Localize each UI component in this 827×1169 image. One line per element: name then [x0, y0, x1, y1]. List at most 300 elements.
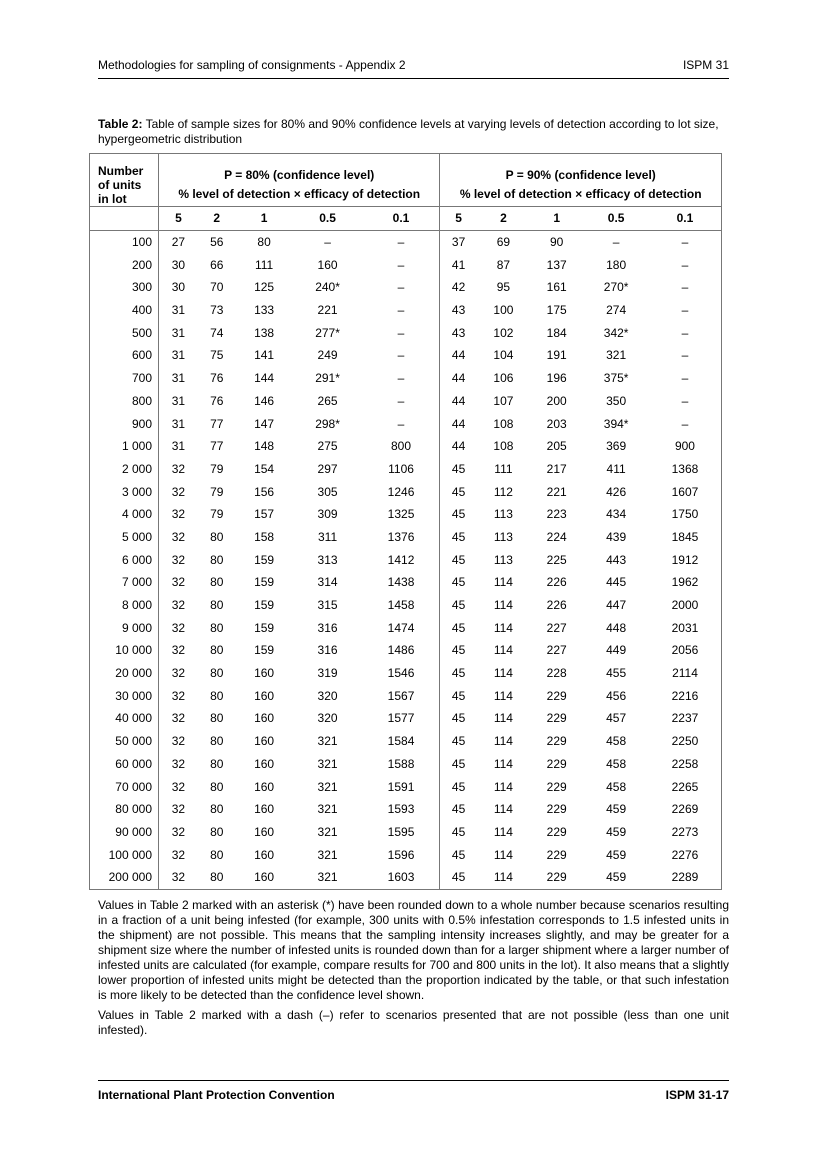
sample-size-cell: 426	[606, 484, 627, 499]
table-row	[90, 526, 722, 549]
sample-size-cell: 32	[171, 824, 186, 839]
sample-size-cell: 291*	[315, 371, 340, 386]
sample-size-cell: 108	[493, 416, 514, 431]
sample-size-cell: 321	[317, 779, 338, 794]
sample-size-cell: 156	[254, 484, 275, 499]
sample-size-cell: 314	[317, 575, 338, 590]
sample-size-cell: 2237	[649, 707, 722, 730]
lot-size-cell: 60 000	[90, 753, 159, 776]
sample-size-cell: 375*	[603, 371, 629, 386]
sample-size-cell: 102	[493, 325, 514, 340]
sample-size-cell: 45	[451, 802, 466, 817]
sample-size-cell: 1458	[363, 594, 440, 617]
sample-size-cell: 1546	[363, 662, 440, 685]
sample-size-cell: 148	[254, 439, 275, 454]
table-row	[90, 821, 722, 844]
sample-size-cell: 321	[317, 824, 338, 839]
sample-size-cell: –	[649, 276, 722, 299]
sample-size-cell: 45	[451, 779, 466, 794]
header-standard: ISPM 31	[682, 58, 729, 72]
sample-size-cell: 458	[606, 756, 627, 771]
sample-size-cell: 298*	[315, 416, 340, 431]
lot-size-cell: 40 000	[90, 707, 159, 730]
caption-label: Table 2:	[98, 117, 143, 131]
sample-size-cell: 160	[254, 779, 275, 794]
sample-size-cell: 43	[451, 303, 466, 318]
sample-size-cell: 45	[451, 484, 466, 499]
lot-size-cell: 600	[90, 344, 159, 367]
sample-size-cell: 32	[171, 666, 186, 681]
lot-size-cell: 700	[90, 367, 159, 390]
sample-size-cell: 229	[546, 802, 567, 817]
group-90-title: P = 90% (confidence level)	[440, 154, 722, 183]
table-row	[90, 843, 722, 866]
sample-size-cell: 1845	[649, 526, 722, 549]
sample-size-cell: 175	[546, 303, 567, 318]
sample-size-cell: 32	[171, 711, 186, 726]
sample-size-cell: 111	[254, 257, 274, 272]
sample-size-cell: 160	[254, 688, 275, 703]
table-row	[90, 230, 722, 253]
lot-size-cell: 2 000	[90, 458, 159, 481]
sample-size-cell: 1474	[363, 616, 440, 639]
sample-size-cell: 114	[493, 824, 513, 839]
lot-size-cell: 200	[90, 253, 159, 276]
sample-size-cell: 159	[254, 552, 275, 567]
sample-size-cell: –	[649, 412, 722, 435]
sample-size-cell: 108	[493, 439, 514, 454]
sample-size-cell: 77	[210, 416, 224, 431]
sample-size-cell: 32	[159, 866, 198, 889]
sample-size-cell: 44	[451, 416, 466, 431]
sample-size-cell: 32	[171, 847, 186, 862]
sample-size-cell: 45	[451, 598, 466, 613]
sample-size-cell: –	[649, 390, 722, 413]
table-row	[90, 299, 722, 322]
sample-size-cell: 45	[451, 688, 466, 703]
sample-size-cell: 45	[451, 643, 466, 658]
sample-size-cell: 79	[210, 461, 224, 476]
sample-size-cell: 447	[606, 598, 627, 613]
group-90-subtitle: % level of detection × efficacy of detection	[440, 182, 722, 207]
sample-size-cell: 45	[451, 734, 466, 749]
group-80-title: P = 80% (confidence level)	[159, 154, 440, 183]
sample-size-cell: 160	[254, 734, 275, 749]
sample-size-cell: 113	[493, 529, 513, 544]
sample-size-cell: 443	[606, 552, 627, 567]
table-row	[90, 367, 722, 390]
sample-size-cell: –	[363, 321, 440, 344]
sample-size-cell: 32	[171, 779, 186, 794]
sample-size-cell: 321	[317, 802, 338, 817]
lot-size-cell: 8 000	[90, 594, 159, 617]
sample-size-cell: 45	[451, 847, 466, 862]
sample-size-cell: 434	[606, 507, 627, 522]
sample-size-cell: 200	[546, 393, 567, 408]
column-header-row	[90, 207, 722, 231]
sample-size-cell: –	[612, 235, 620, 250]
table-row	[90, 753, 722, 776]
sample-size-cell: 311	[317, 529, 338, 544]
sample-size-cell: 196	[546, 371, 567, 386]
sample-size-cell: 439	[606, 529, 627, 544]
table-caption	[98, 117, 729, 147]
sample-size-cell: 228	[546, 666, 567, 681]
lot-size-cell: 900	[90, 412, 159, 435]
sample-size-cell: 56	[210, 235, 224, 250]
table-row	[90, 866, 722, 889]
sample-size-cell: 45	[451, 711, 466, 726]
sample-size-cell: 80	[210, 598, 224, 613]
sample-size-cell: 80	[198, 866, 236, 889]
sample-size-cell: –	[649, 344, 722, 367]
sample-size-cell: 70	[210, 280, 224, 295]
sample-size-cell: 160	[236, 866, 293, 889]
sample-size-cell: 45	[451, 507, 466, 522]
sample-size-cell: 44	[451, 439, 466, 454]
sample-size-cell: 459	[606, 802, 627, 817]
sample-size-cell: –	[363, 299, 440, 322]
table-row	[90, 548, 722, 571]
sample-size-cell: 274	[606, 303, 627, 318]
sample-size-cell: 1368	[649, 458, 722, 481]
sample-size-cell: 184	[546, 325, 567, 340]
sample-size-table	[89, 153, 722, 890]
sample-size-cell: 1588	[363, 753, 440, 776]
sample-size-cell: 226	[546, 575, 567, 590]
sample-size-cell: –	[649, 253, 722, 276]
sample-size-cell: 133	[254, 303, 275, 318]
sample-size-cell: 37	[451, 235, 466, 250]
sample-size-cell: 80	[210, 529, 224, 544]
sample-size-cell: 114	[493, 734, 513, 749]
sample-size-cell: 45	[451, 756, 466, 771]
sample-size-cell: 69	[496, 235, 511, 250]
sample-size-cell: 114	[493, 802, 513, 817]
sample-size-cell: 79	[210, 484, 224, 499]
sample-size-cell: 138	[254, 325, 275, 340]
table-row	[90, 503, 722, 526]
sample-size-cell: 2269	[649, 798, 722, 821]
lot-size-cell: 10 000	[90, 639, 159, 662]
lot-size-cell: 5 000	[90, 526, 159, 549]
page-footer	[98, 1088, 729, 1102]
sample-size-cell: 320	[317, 711, 338, 726]
sample-size-cell: 227	[546, 620, 567, 635]
sample-size-cell: 45	[451, 575, 466, 590]
sample-size-cell: 79	[210, 507, 224, 522]
sample-size-cell: 316	[317, 643, 338, 658]
sample-size-cell: 1603	[363, 866, 440, 889]
note-dash: Values in Table 2 marked with a dash (–) refer to scenarios presented that are not possible (less than one unit infested).	[98, 1008, 729, 1037]
sample-size-cell: –	[363, 412, 440, 435]
sample-size-cell: 2000	[649, 594, 722, 617]
page-header	[98, 58, 729, 72]
sample-size-cell: 80	[210, 847, 224, 862]
sample-size-cell: 45	[451, 552, 466, 567]
lot-size-cell: 20 000	[90, 662, 159, 685]
sample-size-cell: –	[324, 235, 331, 250]
sample-size-cell: 1325	[363, 503, 440, 526]
sample-size-cell: 1962	[649, 571, 722, 594]
sample-size-cell: 2276	[649, 843, 722, 866]
sample-size-cell: 458	[606, 779, 627, 794]
sample-size-cell: 41	[451, 257, 466, 272]
sample-size-cell: 350	[606, 393, 627, 408]
sample-size-cell: 229	[546, 734, 567, 749]
sample-size-cell: 80	[210, 779, 224, 794]
sample-size-cell: 321	[317, 734, 338, 749]
sample-size-cell: 229	[530, 866, 583, 889]
sample-size-cell: 459	[606, 824, 627, 839]
sample-size-cell: 2258	[649, 753, 722, 776]
sample-size-cell: 313	[317, 552, 338, 567]
sample-size-cell: 32	[171, 802, 186, 817]
sample-size-cell: 159	[254, 598, 275, 613]
sample-size-cell: 160	[254, 756, 275, 771]
lot-size-cell: 90 000	[90, 821, 159, 844]
sample-size-cell: 32	[171, 575, 186, 590]
footer-organization: International Plant Protection Convention	[98, 1088, 335, 1102]
sample-size-cell: 1596	[363, 843, 440, 866]
sample-size-cell: 114	[493, 620, 513, 635]
sample-size-cell: 114	[493, 643, 513, 658]
sample-size-cell: 320	[317, 688, 338, 703]
table-row	[90, 276, 722, 299]
sample-size-cell: 160	[254, 666, 275, 681]
lot-size-cell: 500	[90, 321, 159, 344]
sample-size-cell: 90	[549, 235, 564, 250]
table-row	[90, 730, 722, 753]
header-rule	[98, 78, 729, 79]
sample-size-cell: 32	[171, 643, 186, 658]
sample-size-cell: 160	[317, 257, 338, 272]
sample-size-cell: 32	[171, 552, 186, 567]
sample-size-cell: 114	[493, 847, 513, 862]
sample-size-cell: 80	[210, 643, 224, 658]
sample-size-cell: 369	[606, 439, 627, 454]
sample-size-cell: 45	[440, 866, 477, 889]
sample-size-cell: 2031	[649, 616, 722, 639]
sample-size-cell: 44	[451, 393, 466, 408]
sample-size-cell: 31	[171, 325, 186, 340]
sample-size-cell: 80	[210, 756, 224, 771]
sample-size-cell: 445	[606, 575, 627, 590]
sample-size-cell: 104	[493, 348, 514, 363]
sample-size-cell: 45	[451, 824, 466, 839]
sample-size-cell: 107	[493, 393, 514, 408]
sample-size-cell: 240*	[315, 280, 340, 295]
sample-size-cell: 80	[210, 734, 224, 749]
sample-size-cell: 1595	[363, 821, 440, 844]
lot-size-cell: 200 000	[90, 866, 159, 889]
sample-size-cell: 87	[496, 257, 511, 272]
sample-size-cell: 1486	[363, 639, 440, 662]
sample-size-cell: 456	[606, 688, 627, 703]
sample-size-cell: 229	[546, 711, 567, 726]
sample-size-cell: 80	[210, 620, 224, 635]
sample-size-cell: 1577	[363, 707, 440, 730]
group-80-subtitle: % level of detection × efficacy of detection	[159, 182, 440, 207]
sample-size-cell: 111	[494, 461, 513, 476]
table-notes	[98, 898, 729, 1043]
sample-size-cell: 112	[493, 484, 513, 499]
sample-size-cell: 45	[451, 666, 466, 681]
sample-size-cell: –	[363, 276, 440, 299]
sample-size-cell: 80	[210, 711, 224, 726]
lot-size-header: Number of units in lot	[90, 154, 159, 207]
sample-size-cell: 305	[317, 484, 338, 499]
footer-rule	[98, 1080, 729, 1081]
sample-size-cell: 459	[583, 866, 649, 889]
lot-size-cell: 80 000	[90, 798, 159, 821]
sample-size-cell: 229	[546, 847, 567, 862]
table-row	[90, 480, 722, 503]
sample-size-cell: 249	[317, 348, 338, 363]
sample-size-cell: 275	[317, 439, 338, 454]
sample-size-cell: 180	[606, 257, 627, 272]
sample-size-cell: 100	[493, 303, 514, 318]
column-header: 1	[236, 207, 293, 231]
sample-size-cell: 32	[171, 756, 186, 771]
sample-size-cell: 223	[546, 507, 567, 522]
sample-size-cell: 80	[210, 666, 224, 681]
column-header: 5	[159, 207, 198, 231]
table-row	[90, 684, 722, 707]
column-header: 2	[198, 207, 236, 231]
sample-size-cell: –	[649, 299, 722, 322]
caption-text: Table of sample sizes for 80% and 90% confidence levels at varying levels of detection according to lot size, hypergeometric distribution	[98, 117, 719, 146]
sample-size-cell: 1412	[363, 548, 440, 571]
lot-size-cell: 50 000	[90, 730, 159, 753]
sample-size-cell: 32	[171, 507, 186, 522]
sample-size-cell: 1912	[649, 548, 722, 571]
sample-size-cell: 316	[317, 620, 338, 635]
sample-size-cell: 226	[546, 598, 567, 613]
table-row	[90, 775, 722, 798]
sample-size-cell: 160	[254, 711, 275, 726]
sample-size-cell: 1750	[649, 503, 722, 526]
sample-size-cell: –	[363, 367, 440, 390]
sample-size-cell: 80	[210, 552, 224, 567]
sample-size-cell: 76	[210, 371, 224, 386]
sample-size-cell: 45	[451, 620, 466, 635]
column-header: 1	[530, 207, 583, 231]
sample-size-cell: 76	[210, 393, 224, 408]
sample-size-cell: 321	[317, 756, 338, 771]
table-row	[90, 662, 722, 685]
sample-size-cell: 229	[546, 824, 567, 839]
sample-size-cell: 321	[293, 866, 363, 889]
sample-size-cell: 321	[317, 847, 338, 862]
sample-size-cell: 1567	[363, 684, 440, 707]
sample-size-cell: 44	[451, 348, 466, 363]
sample-size-cell: 203	[546, 416, 567, 431]
table-row	[90, 321, 722, 344]
lot-size-cell: 800	[90, 390, 159, 413]
sample-size-cell: 159	[254, 620, 275, 635]
sample-size-cell: 158	[254, 529, 275, 544]
sample-size-cell: 27	[171, 235, 186, 250]
sample-size-cell: 2250	[649, 730, 722, 753]
sample-size-cell: 147	[254, 416, 275, 431]
column-header: 0.1	[363, 207, 440, 231]
sample-size-cell: 141	[254, 348, 275, 363]
sample-size-cell: –	[363, 390, 440, 413]
sample-size-cell: 114	[493, 575, 513, 590]
sample-size-cell: –	[649, 367, 722, 390]
sample-size-cell: 80	[210, 824, 224, 839]
note-asterisk: Values in Table 2 marked with an asterisk (*) have been rounded down to a whole number because scenarios resulting in a fraction of a unit being infested (for example, 300 units with 0.5% infestation corresponds to 1.5 infested units in the shipment) are not possible. This means that the sampling intensity increases slightly, and may be greater for a shipment size where the number of infested units is rounded down than for a larger shipment where a larger number of infested units are calculated (for example, compare results for 700 and 800 units in the lot). It also means that a slightly lower proportion of infested units might be detected than the proportion indicated by the table, or that such infestation is more likely to be detected than the confidence level shown.	[98, 898, 730, 1002]
lot-size-cell: 1 000	[90, 435, 159, 458]
sample-size-cell: –	[649, 321, 722, 344]
sample-size-cell: 297	[317, 461, 338, 476]
sample-size-cell: 900	[649, 435, 722, 458]
table-row	[90, 707, 722, 730]
sample-size-cell: 229	[546, 779, 567, 794]
sample-size-cell: 459	[606, 847, 627, 862]
sample-size-cell: 146	[254, 393, 275, 408]
lot-size-cell: 400	[90, 299, 159, 322]
column-header: 0.5	[583, 207, 649, 231]
sample-size-cell: 114	[493, 779, 513, 794]
sample-size-cell: 80	[257, 235, 271, 250]
table-row	[90, 412, 722, 435]
lot-size-cell: 9 000	[90, 616, 159, 639]
sample-size-cell: 114	[493, 598, 513, 613]
sample-size-cell: 2216	[649, 684, 722, 707]
lot-size-cell: 6 000	[90, 548, 159, 571]
sample-size-cell: 191	[546, 348, 567, 363]
sample-size-cell: 125	[254, 280, 275, 295]
sample-size-cell: 31	[171, 303, 186, 318]
column-header: 2	[477, 207, 530, 231]
sample-size-cell: 114	[493, 666, 513, 681]
header-title: Methodologies for sampling of consignments - Appendix 2	[98, 58, 406, 72]
sample-size-cell: 114	[477, 866, 530, 889]
table-row	[90, 571, 722, 594]
sample-size-cell: 1584	[363, 730, 440, 753]
sample-size-cell: 319	[317, 666, 338, 681]
lot-size-cell: 7 000	[90, 571, 159, 594]
sample-size-cell: 106	[493, 371, 514, 386]
column-header: 0.1	[649, 207, 722, 231]
sample-size-cell: 32	[171, 598, 186, 613]
lot-size-cell: 4 000	[90, 503, 159, 526]
sample-size-cell: 448	[606, 620, 627, 635]
sample-size-cell: 159	[254, 575, 275, 590]
sample-size-cell: 2273	[649, 821, 722, 844]
sample-size-cell: 224	[546, 529, 567, 544]
table-row	[90, 344, 722, 367]
lot-size-cell: 100 000	[90, 843, 159, 866]
sample-size-cell: 277*	[315, 325, 340, 340]
sample-size-cell: 1376	[363, 526, 440, 549]
table-row	[90, 458, 722, 481]
sample-size-cell: 74	[210, 325, 224, 340]
sample-size-cell: 229	[546, 756, 567, 771]
sample-size-cell: –	[363, 344, 440, 367]
sample-size-cell: 154	[254, 461, 275, 476]
sample-size-cell: 80	[210, 802, 224, 817]
sample-size-cell: 32	[171, 734, 186, 749]
table-row	[90, 798, 722, 821]
sample-size-cell: 1593	[363, 798, 440, 821]
sample-size-cell: 1591	[363, 775, 440, 798]
sample-size-cell: 315	[317, 598, 338, 613]
sample-size-cell: 1607	[649, 480, 722, 503]
sample-size-cell: 227	[546, 643, 567, 658]
